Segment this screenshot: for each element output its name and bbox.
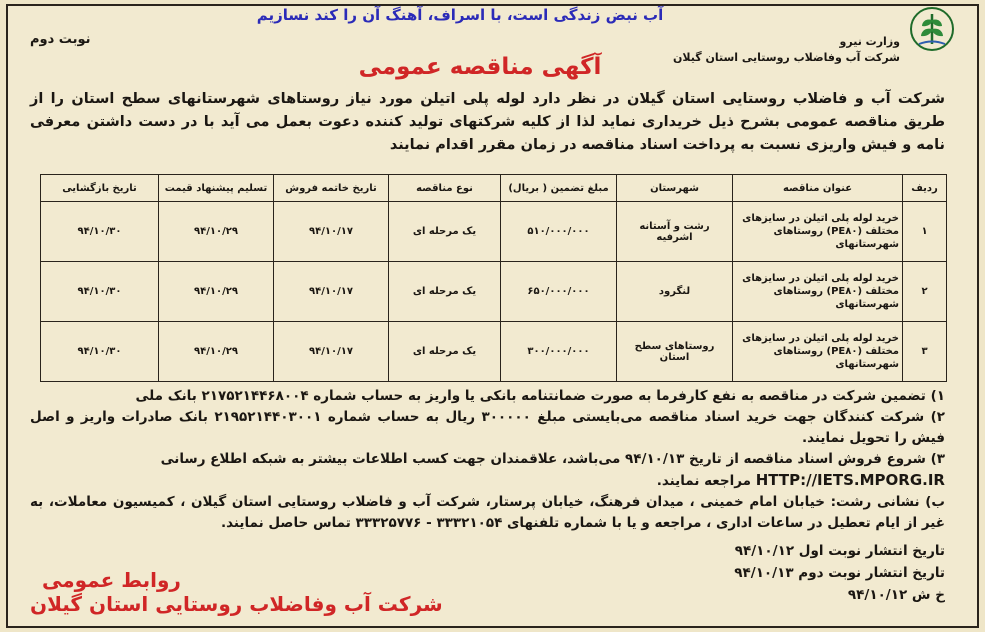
publication-code: خ ش ۹۴/۱۰/۱۲: [847, 587, 945, 603]
note-website-line: [30, 470, 945, 492]
water-plant-logo-icon: [909, 6, 955, 52]
cell-title: خرید لوله پلی اتیلن در سایزهای مختلف (PE۸۰) روستاهای شهرستانهای: [733, 262, 903, 322]
header-city: شهرستان: [617, 175, 733, 202]
notes-section: [30, 386, 945, 534]
cell-opening: ۹۴/۱۰/۳۰: [41, 202, 159, 262]
ministry-block: [673, 34, 900, 66]
cell-sale-end: ۹۴/۱۰/۱۷: [274, 322, 389, 382]
website-link[interactable]: HTTP://IETS.MPORG.IR: [755, 471, 945, 489]
cell-opening: ۹۴/۱۰/۳۰: [41, 262, 159, 322]
cell-city: رشت و آستانه اشرفیه: [617, 202, 733, 262]
header-type: نوع مناقصه: [389, 175, 501, 202]
table-row: [41, 262, 947, 322]
note-address: ب) نشانی رشت: خیابان امام خمینی ، میدان فرهنگ، خیابان پرستار، شرکت آب و فاضلاب روستایی استان گیلان ، کمیسیون معاملات، به غیر از ایام تعطیل در ساعات اداری ، مراجعه و یا با شماره تلفنهای ۳۳۳۲۱۰۵۴ - ۳۳۳۲۵۷۷۶ تماس حاصل نمایند.: [30, 494, 945, 531]
note-sale-start: ۳) شروع فروش اسناد مناقصه از تاریخ ۹۴/۱۰/۱۳ می‌باشد، علاقمندان جهت کسب اطلاعات بیشتر به شبکه اطلاع رسانی: [160, 451, 945, 467]
header-sale-end: تاریخ خاتمه فروش: [274, 175, 389, 202]
cell-row-number: ۲: [903, 262, 947, 322]
round-label: نوبت دوم: [30, 32, 91, 47]
header-opening: تاریخ بازگشایی: [41, 175, 159, 202]
cell-type: یک مرحله ای: [389, 262, 501, 322]
company-name: شرکت آب وفاضلاب روستایی استان گیلان: [673, 51, 900, 64]
cell-sale-end: ۹۴/۱۰/۱۷: [274, 202, 389, 262]
second-publication-date: تاریخ انتشار نوبت دوم ۹۴/۱۰/۱۳: [734, 565, 945, 581]
cell-submit: ۹۴/۱۰/۲۹: [159, 262, 274, 322]
cell-title: خرید لوله پلی اتیلن در سایزهای مختلف (PE۸۰) روستاهای شهرستانهای: [733, 322, 903, 382]
cell-row-number: ۳: [903, 322, 947, 382]
public-relations-label: روابط عمومی: [42, 568, 181, 592]
cell-city: روستاهای سطح استان: [617, 322, 733, 382]
header-title: عنوان مناقصه: [733, 175, 903, 202]
website-suffix: مراجعه نمایند.: [656, 473, 752, 489]
header-row-number: ردیف: [903, 175, 947, 202]
cell-type: یک مرحله ای: [389, 202, 501, 262]
note-documents-fee: ۲) شرکت کنندگان جهت خرید اسناد مناقصه می‌بایستی مبلغ ۳۰۰۰۰۰ ریال به حساب شماره ۲۱۹۵۲۱۴۴۰۳۰۰۱ بانک صادرات واریز و اصل فیش را تحویل نمایند.: [30, 409, 945, 446]
table-header-row: [41, 175, 947, 202]
header-submit: تسلیم پیشنهاد قیمت: [159, 175, 274, 202]
cell-type: یک مرحله ای: [389, 322, 501, 382]
tender-table: [40, 174, 947, 382]
note-guarantee: ۱) تضمین شرکت در مناقصه به نفع کارفرما به صورت ضمانتنامه بانکی یا واریز به حساب شماره ۲۱۷۵۲۱۴۴۶۸۰۰۴ بانک ملی: [135, 388, 945, 404]
first-publication-date: تاریخ انتشار نوبت اول ۹۴/۱۰/۱۲: [734, 543, 945, 559]
slogan: آب نبض زندگی است، با اسراف، آهنگ آن را کند نسازیم: [256, 6, 664, 24]
cell-bond: ۳۰۰/۰۰۰/۰۰۰: [501, 322, 617, 382]
cell-submit: ۹۴/۱۰/۲۹: [159, 202, 274, 262]
ministry-name: وزارت نیرو: [839, 35, 900, 48]
cell-title: خرید لوله پلی اتیلن در سایزهای مختلف (PE۸۰) روستاهای شهرستانهای: [733, 202, 903, 262]
cell-bond: ۶۵۰/۰۰۰/۰۰۰: [501, 262, 617, 322]
intro-paragraph: شرکت آب و فاضلاب روستایی استان گیلان در نظر دارد لوله پلی اتیلن مورد نیاز روستاهای شهرستانهای سطح استان را از طریق مناقصه عمومی بشرح ذیل خریداری نماید لذا از کلیه شرکتهای تولید کننده دعوت بعمل می آید با در دست داشتن معرفی نامه و فیش واریزی نسبت به پرداخت اسناد مناقصه در زمان مقرر اقدام نمایند: [30, 91, 945, 153]
page-title: آگهی مناقصه عمومی: [358, 54, 602, 80]
cell-bond: ۵۱۰/۰۰۰/۰۰۰: [501, 202, 617, 262]
cell-submit: ۹۴/۱۰/۲۹: [159, 322, 274, 382]
footer-company-name: شرکت آب وفاضلاب روستایی استان گیلان: [30, 592, 443, 616]
header-bond: مبلغ تضمین ( بریال): [501, 175, 617, 202]
publication-dates: [525, 540, 945, 606]
table-row: [41, 202, 947, 262]
cell-city: لنگرود: [617, 262, 733, 322]
cell-opening: ۹۴/۱۰/۳۰: [41, 322, 159, 382]
cell-row-number: ۱: [903, 202, 947, 262]
table-row: [41, 322, 947, 382]
cell-sale-end: ۹۴/۱۰/۱۷: [274, 262, 389, 322]
